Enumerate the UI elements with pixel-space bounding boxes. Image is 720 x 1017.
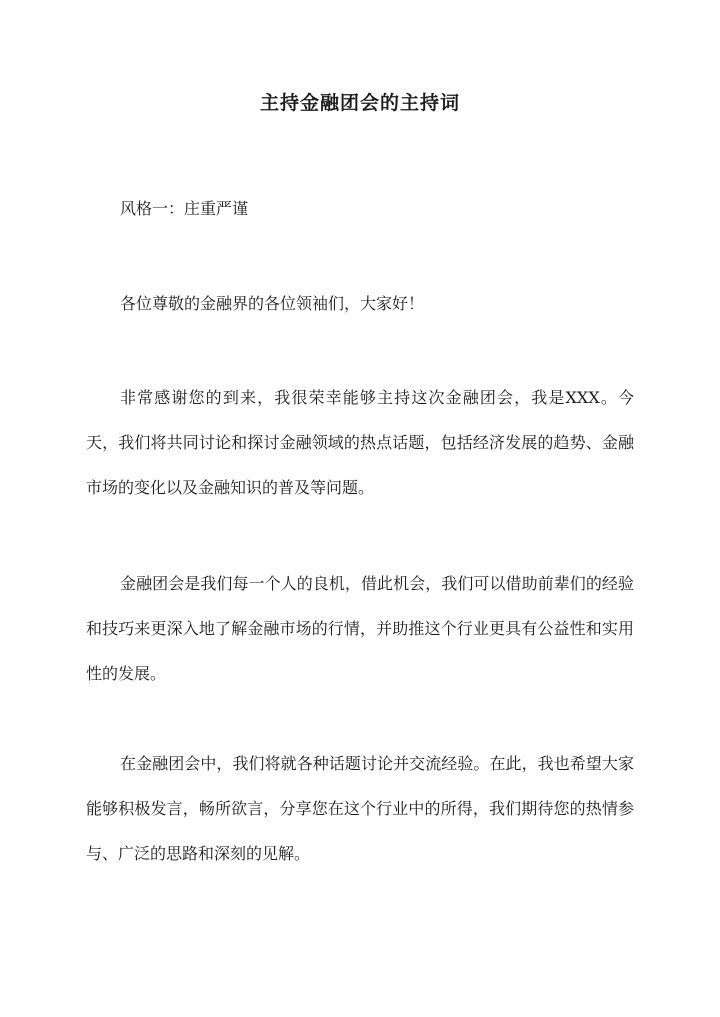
greeting-paragraph: 各位尊敬的金融界的各位领袖们，大家好！ <box>120 294 425 313</box>
body-paragraph-3: 在金融团会中，我们将就各种话题讨论并交流经验。在此，我也希望大家能够积极发言，畅所欲言，分享您在这个行业中的所得，我们期待您的热情参与、广泛的思路和深刻的见解。 <box>86 754 634 863</box>
body-paragraph-1: 非常感谢您的到来，我很荣幸能够主持这次金融团会，我是XXX。今天，我们将共同讨论和探讨金融领域的热点话题，包括经济发展的趋势、金融市场的变化以及金融知识的普及等问题。 <box>86 388 634 497</box>
document-title: 主持金融团会的主持词 <box>259 92 460 114</box>
body-paragraph-2: 金融团会是我们每一个人的良机，借此机会，我们可以借助前辈们的经验和技巧来更深入地了解金融市场的行情，并助推这个行业更具有公益性和实用性的发展。 <box>86 574 634 683</box>
style-line: 风格一：庄重严谨 <box>120 199 249 218</box>
